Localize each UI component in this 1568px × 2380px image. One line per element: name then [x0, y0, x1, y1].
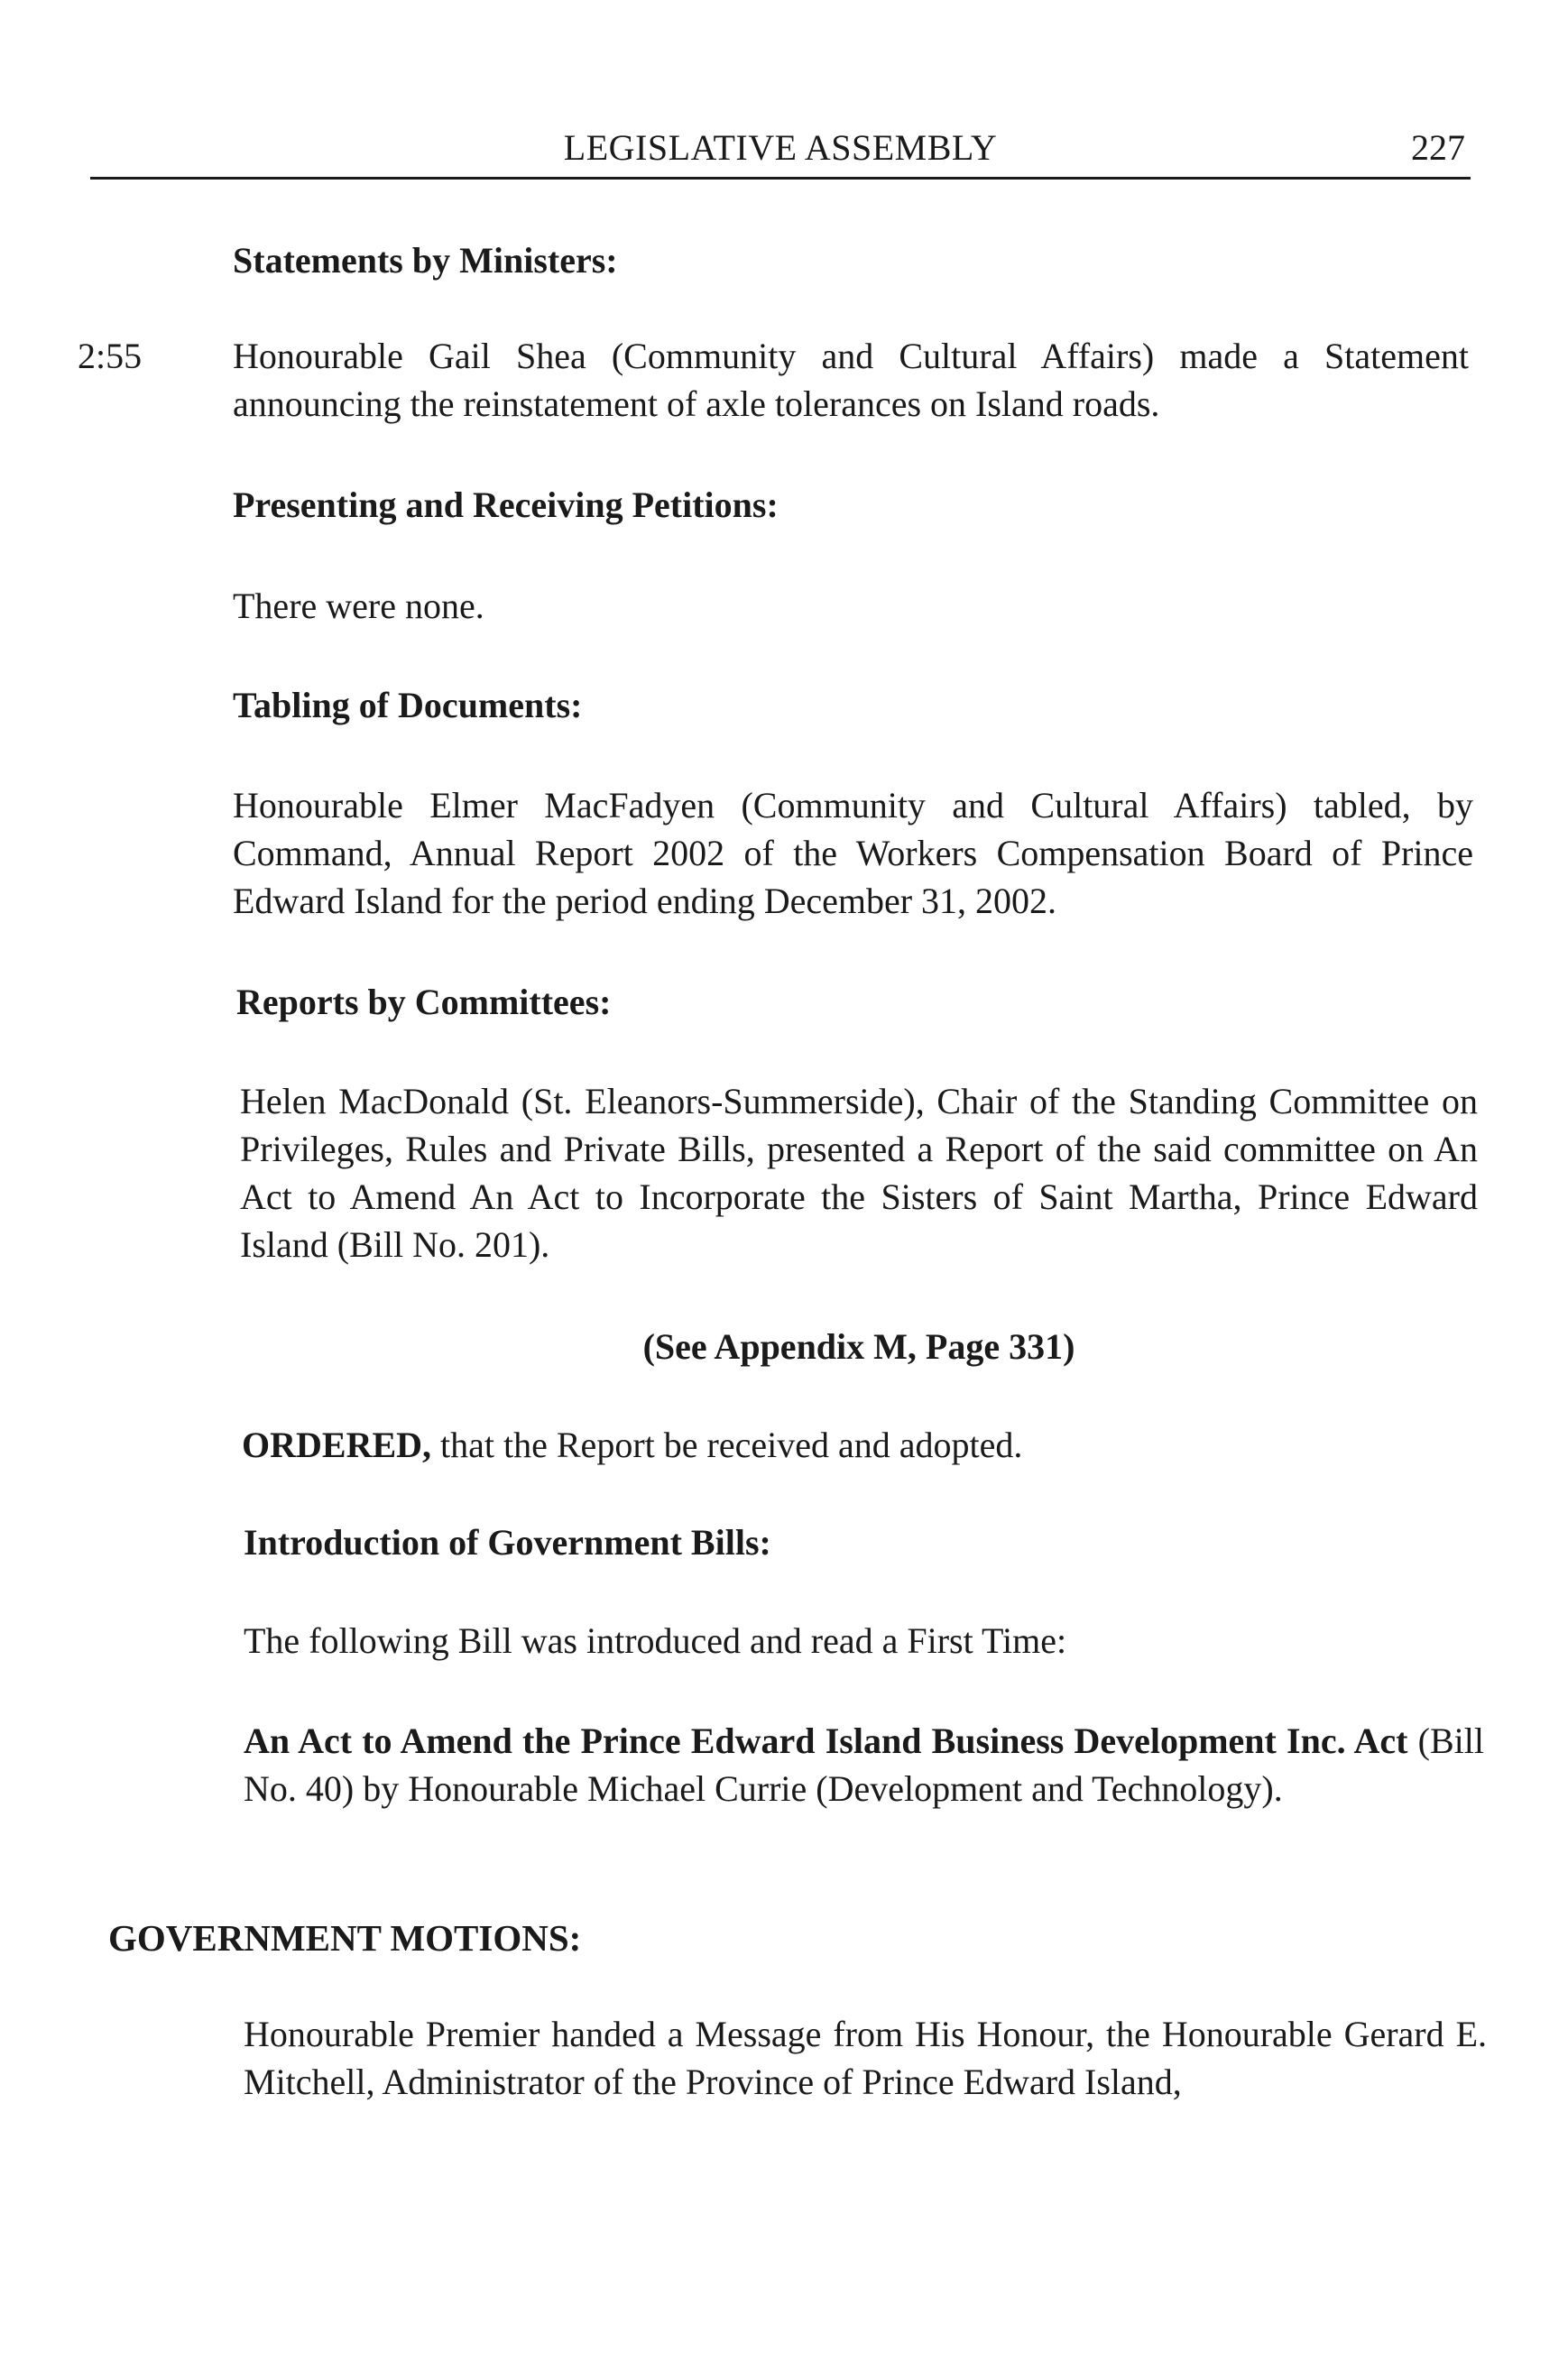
ordered-line — [242, 1421, 1480, 1469]
bill-details: (Bill No. 40) by Honourable Michael Currie (Development and Technology). — [244, 1720, 1484, 1809]
committees-paragraph: Helen MacDonald (St. Eleanors-Summerside), Chair of the Standing Committee on Privileges, Rules and Private Bills, presented a Report of the said committee on An Act to Amend An Act to Incorporate the Sisters of Saint Martha, Prince Edward Island (Bill No. 201). — [240, 1081, 1478, 1265]
running-head — [90, 126, 1471, 177]
appendix-reference: (See Appendix M, Page 331) — [642, 1326, 1075, 1367]
heading-government-motions: GOVERNMENT MOTIONS: — [108, 1917, 582, 1959]
page-number: 227 — [1411, 127, 1465, 168]
running-title: LEGISLATIVE ASSEMBLY — [563, 127, 998, 168]
time-stamp: 2:55 — [78, 336, 143, 376]
statements-paragraph: Honourable Gail Shea (Community and Cultural Affairs) made a Statement announcing the reinstatement of axle tolerances on Island roads. — [233, 336, 1469, 424]
heading-petitions: Presenting and Receiving Petitions: — [233, 484, 779, 525]
tabling-paragraph: Honourable Elmer MacFadyen (Community and Cultural Affairs) tabled, by Command, Annual Report 2002 of the Workers Compensation Board of Prince Edward Island for the period ending December 31, 2002. — [233, 785, 1473, 921]
ordered-label: ORDERED, — [242, 1425, 432, 1465]
ordered-text: that the Report be received and adopted. — [440, 1425, 1023, 1465]
bill-paragraph — [244, 1717, 1484, 1813]
gov-bills-intro: The following Bill was introduced and read a First Time: — [244, 1620, 1067, 1661]
heading-reports-by-committees: Reports by Committees: — [236, 982, 612, 1022]
gov-motions-paragraph: Honourable Premier handed a Message from His Honour, the Honourable Gerard E. Mitchell, Administrator of the Province of Prince Edward Island, — [244, 2014, 1487, 2102]
heading-introduction-of-government-bills: Introduction of Government Bills: — [244, 1522, 771, 1563]
header-rule — [90, 177, 1471, 180]
bill-title: An Act to Amend the Prince Edward Island Business Development Inc. Act — [244, 1720, 1408, 1761]
petitions-paragraph: There were none. — [233, 586, 484, 626]
heading-tabling-of-documents: Tabling of Documents: — [233, 685, 583, 725]
heading-statements-by-ministers: Statements by Ministers: — [233, 240, 618, 281]
